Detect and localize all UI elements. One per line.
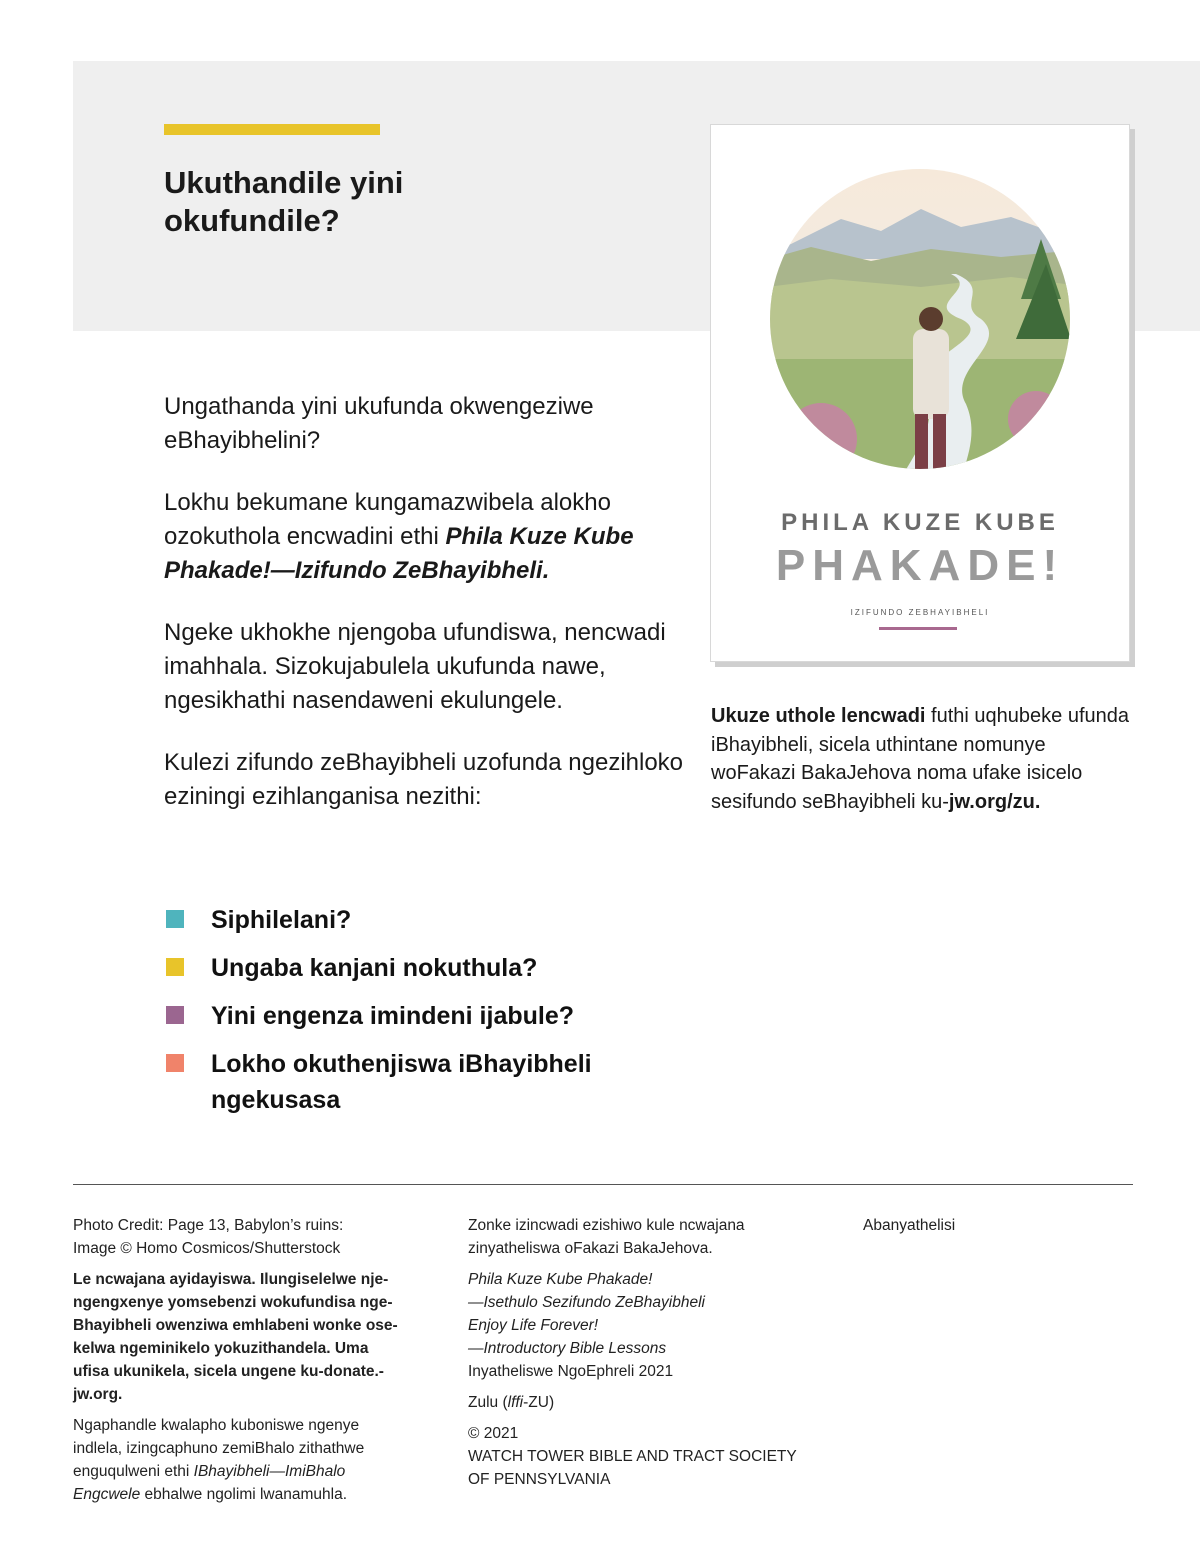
website-link[interactable]: jw.org/zu. [948, 790, 1041, 813]
cover-title-line-1: PHILA KUZE KUBE [781, 509, 1059, 536]
pub-title-english: Enjoy Life Forever! [468, 1317, 599, 1334]
publishers-label: Abanyathelisi [863, 1217, 956, 1234]
purple-square-icon [166, 1006, 184, 1024]
publisher-note-line-2: zinyatheliswa oFakazi BakaJehova. [468, 1240, 713, 1257]
copyright [468, 1422, 828, 1491]
publisher-note-line-1: Zonke izincwadi ezishiwo kule ncwajana [468, 1217, 745, 1234]
topic-label: Yini engenza imindeni ijabule? [211, 1002, 575, 1030]
topic-label: Lokho okuthenjiswa iBhayibheli ngekusasa [211, 1050, 592, 1114]
cover-subtitle: IZIFUNDO ZEBHAYIBHELI [850, 608, 990, 617]
paragraph-2-text: Lokhu bekumane kungamazwibela alokho ozokuthola encwadini ethi [164, 489, 611, 550]
request-note [711, 702, 1131, 816]
topic-item [164, 998, 684, 1034]
scripture-note-line: ebhalwe ngolimi lwanamuhla. [140, 1486, 348, 1503]
donation-notice [73, 1268, 433, 1406]
society-line-2: OF PENNSYLVANIA [468, 1471, 611, 1488]
yellow-square-icon [166, 958, 184, 976]
scripture-note-line: indlela, izingcaphuno zemiBhalo zithathwe [73, 1440, 365, 1457]
pub-title-zulu: Phila Kuze Kube Phakade! [468, 1271, 653, 1288]
footer-column-3 [863, 1214, 1123, 1245]
lang-suffix: -ZU) [523, 1394, 555, 1411]
book-title: Phila Kuze Kube Phakade!—Izifundo ZeBhayibheli. [164, 523, 634, 584]
body-text [164, 390, 684, 842]
salmon-square-icon [166, 1054, 184, 1072]
pub-subtitle-english: —Introductory Bible Lessons [468, 1340, 667, 1357]
bible-title: IBhayibheli—ImiBhalo [193, 1463, 346, 1480]
photo-credit [73, 1214, 433, 1260]
request-note-lead: Ukuze uthole lencwadi [711, 705, 926, 727]
donation-notice-line: jw.org. [73, 1386, 123, 1403]
heading-line-1: Ukuthandile yini [164, 165, 404, 200]
paragraph-3: Ngeke ukhokhe njengoba ufundiswa, nencwadi imahhala. Sizokujabulela ukufunda nawe, ngesikhathi nasendaweni ekulungele. [164, 619, 666, 714]
book-cover [710, 124, 1130, 662]
paragraph-2 [164, 486, 684, 588]
publication-details [468, 1268, 828, 1383]
lang-label: Zulu ( [468, 1394, 508, 1411]
scripture-note-line: Ngaphandle kwalapho kuboniswe ngenye [73, 1417, 360, 1434]
teal-square-icon [166, 910, 184, 928]
bible-title-cont: Engcwele [73, 1486, 141, 1503]
cover-illustration [751, 169, 1089, 499]
topic-label: Ungaba kanjani nokuthula? [211, 954, 538, 982]
footer-column-2 [468, 1214, 828, 1499]
cover-title-line-2: PHAKADE! [775, 541, 1065, 590]
footer-column-1 [73, 1214, 433, 1514]
topic-label: Siphilelani? [211, 906, 352, 934]
copyright-year: © 2021 [468, 1425, 519, 1442]
scripture-note [73, 1414, 433, 1506]
printed-date: Inyatheliswe NgoEphreli 2021 [468, 1363, 674, 1380]
heading-line-2: okufundile? [164, 203, 340, 238]
paragraph-1: Ungathanda yini ukufunda okwengeziwe eBhayibhelini? [164, 393, 594, 454]
page-heading [164, 164, 584, 240]
donation-notice-line: Le ncwajana ayidayiswa. Ilungiselelwe nje- [73, 1271, 389, 1288]
topic-list [164, 902, 684, 1130]
scripture-note-line: enguqulweni ethi [73, 1463, 194, 1480]
accent-bar [164, 124, 380, 135]
request-note-text: futhi uqhubeke ufunda iBhayibheli, sicela uthintane nomunye woFakazi BakaJehova noma ufake isicelo sesifundo seBhayibheli ku- [711, 705, 1129, 813]
topic-item [164, 902, 684, 938]
lang-code: lffi [507, 1394, 524, 1411]
pub-subtitle-zulu: —Isethulo Sezifundo ZeBhayibheli [468, 1294, 705, 1311]
footer-divider [73, 1184, 1133, 1185]
topic-item [164, 950, 684, 986]
paragraph-4: Kulezi zifundo zeBhayibheli uzofunda ngezihloko eziningi ezihlanganisa nezithi: [164, 749, 684, 810]
topic-item [164, 1046, 684, 1118]
donation-notice-line: Bhayibheli owenziwa emhlabeni wonke ose- [73, 1317, 398, 1334]
publisher-note [468, 1214, 828, 1260]
donation-notice-line: ufisa ukunikela, sicela ungene ku-donate.- [73, 1363, 384, 1380]
language-code [468, 1391, 828, 1414]
donation-notice-line: ngengxenye yomsebenzi wokufundisa nge- [73, 1294, 393, 1311]
photo-credit-line-1: Photo Credit: Page 13, Babylon’s ruins: [73, 1217, 344, 1234]
donation-notice-line: kelwa ngeminikelo yokuzithandela. Uma [73, 1340, 369, 1357]
cover-rule [879, 627, 957, 630]
photo-credit-line-2: Image © Homo Cosmicos/Shutterstock [73, 1240, 341, 1257]
society-line-1: WATCH TOWER BIBLE AND TRACT SOCIETY [468, 1448, 797, 1465]
